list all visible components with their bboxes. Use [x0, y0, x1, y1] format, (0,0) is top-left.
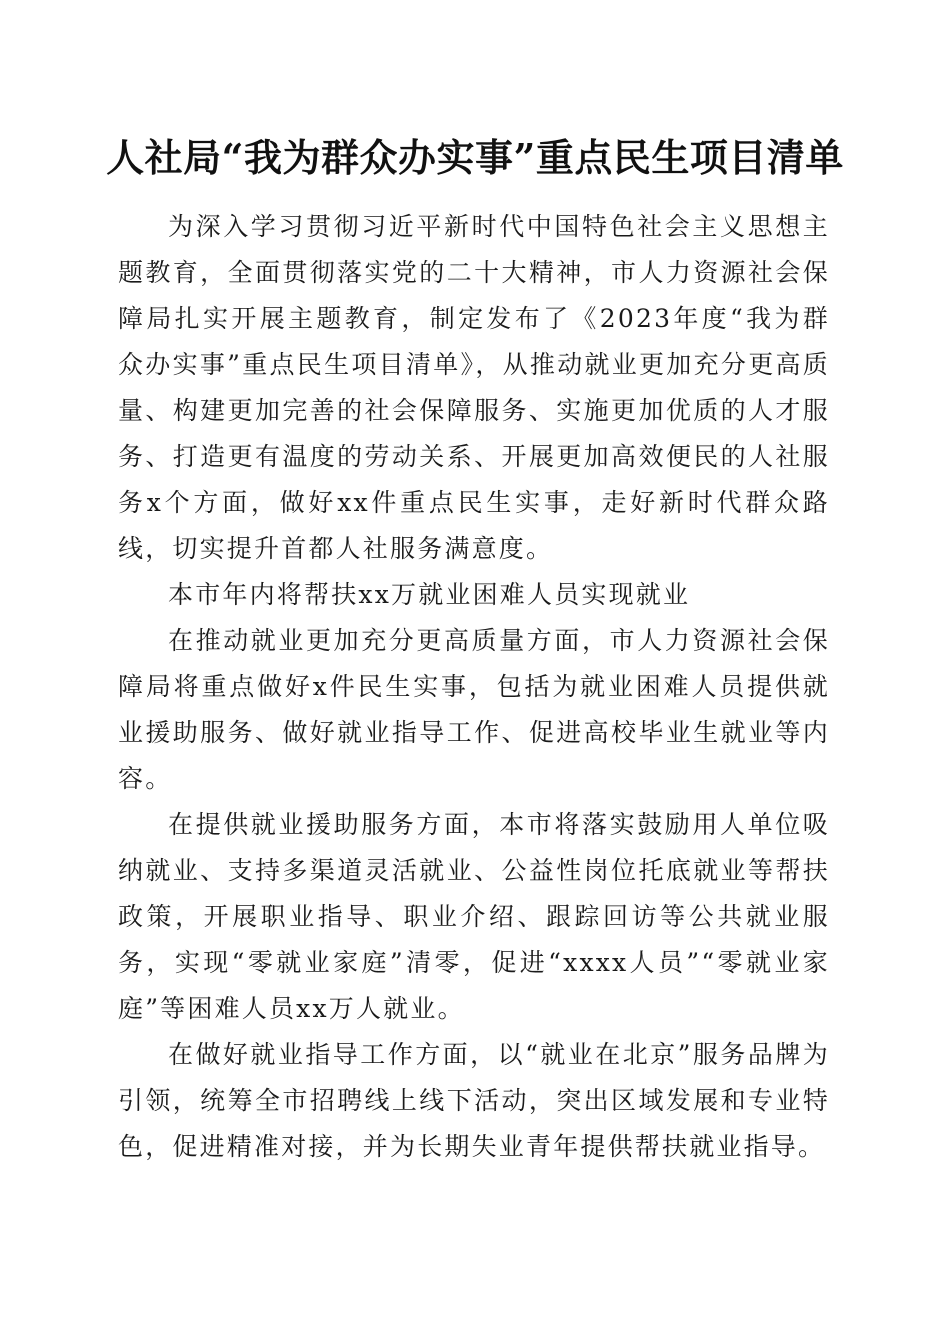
- paragraph-employment-guidance: 在做好就业指导工作方面，以“就业在北京”服务品牌为引领，统筹全市招聘线上线下活动，突出区域发展和专业特色，促进精准对接，并为长期失业青年提供帮扶就业指导。: [118, 1040, 830, 1161]
- paragraph-employment-overview: 在推动就业更加充分更高质量方面，市人力资源社会保障局将重点做好x件民生实事，包括为就业困难人员提供就业援助服务、做好就业指导工作、促进高校毕业生就业等内容。: [118, 626, 830, 793]
- document-title: 人社局“我为群众办实事”重点民生项目清单: [106, 135, 844, 180]
- paragraph-employment-assistance: 在提供就业援助服务方面，本市将落实鼓励用人单位吸纳就业、支持多渠道灵活就业、公益性岗位托底就业等帮扶政策，开展职业指导、职业介绍、跟踪回访等公共就业服务，实现“零就业家庭”清零，促进“xxxx人员”“零就业家庭”等困难人员xx万人就业。: [118, 810, 830, 1023]
- paragraph-subheading: 本市年内将帮扶xx万就业困难人员实现就业: [168, 580, 691, 609]
- paragraph-intro: 为深入学习贯彻习近平新时代中国特色社会主义思想主题教育，全面贯彻落实党的二十大精神，市人力资源社会保障局扎实开展主题教育，制定发布了《2023年度“我为群众办实事”重点民生项目清单》，从推动就业更加充分更高质量、构建更加完善的社会保障服务、实施更加优质的人才服务、打造更有温度的劳动关系、开展更加高效便民的人社服务x个方面，做好xx件重点民生实事，走好新时代群众路线，切实提升首都人社服务满意度。: [118, 212, 830, 563]
- document-body: [118, 204, 830, 1170]
